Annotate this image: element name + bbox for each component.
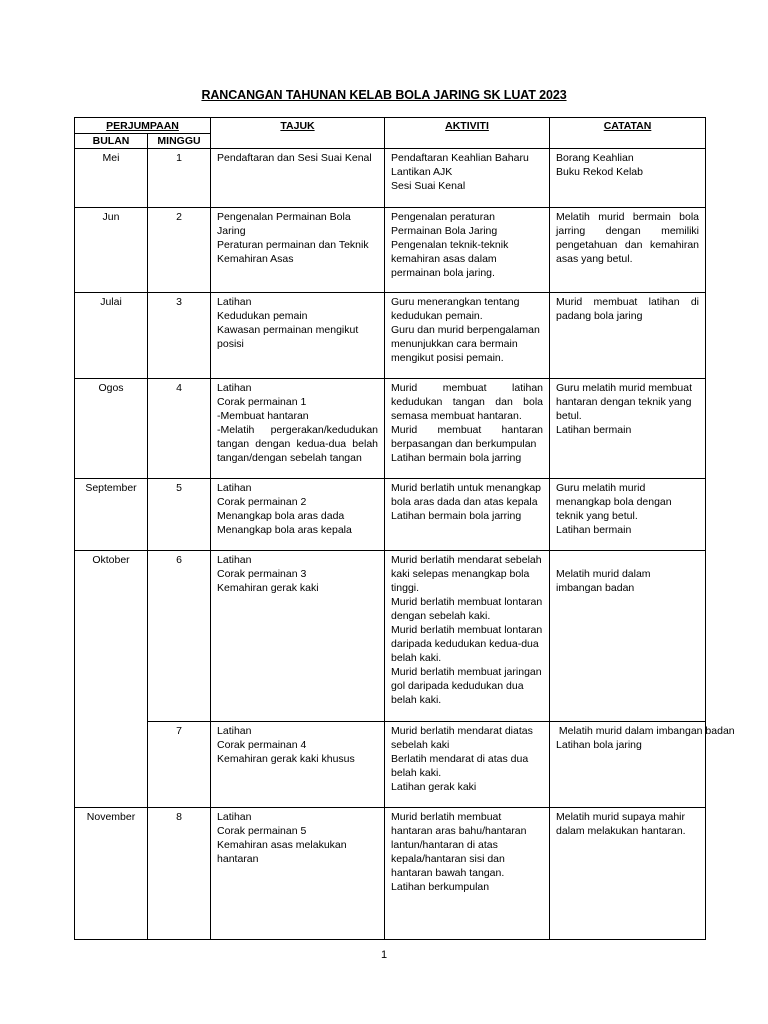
catatan-cell (550, 479, 706, 551)
catatan-cell (550, 379, 706, 479)
aktiviti-line: Murid membuat latihan kedudukan tangan dan bola semasa membuat hantaran. (391, 382, 544, 422)
catatan-line: Latihan bermain (556, 524, 632, 536)
tajuk-line: -Melatih pergerakan/kedudukan tangan dengan kedua-dua belah tangan/dengan sebelah tangan (217, 424, 379, 464)
aktiviti-line: Murid berlatih membuat lontaran daripada kedudukan kedua-dua belah kaki. (391, 624, 543, 664)
tajuk-line: Peraturan permainan dan Teknik Kemahiran Asas (217, 239, 369, 265)
bulan-cell: Julai (75, 293, 148, 379)
aktiviti-line: Guru dan murid berpengalaman menunjukkan cara bermain mengikut posisi pemain. (391, 324, 540, 364)
aktiviti-line: Latihan berkumpulan (391, 881, 490, 893)
tajuk-line: Latihan (217, 482, 252, 494)
aktiviti-line: Murid berlatih membuat hantaran aras bahu/hantaran lantun/hantaran di atas kepala/hantaran sisi dan hantaran bawah tangan. (391, 811, 527, 879)
catatan-line: Melatih murid dalam imbangan badan (556, 568, 651, 594)
catatan-line: Latihan bermain (556, 424, 632, 436)
table-row (75, 379, 706, 479)
table-row (75, 208, 706, 293)
minggu-cell: 2 (148, 208, 211, 293)
tajuk-line: Corak permainan 5 (217, 825, 307, 837)
page-number: 1 (380, 949, 388, 961)
tajuk-line: Latihan (217, 811, 252, 823)
tajuk-line: Pendaftaran dan Sesi Suai Kenal (217, 152, 372, 164)
aktiviti-line: Latihan gerak kaki (391, 781, 477, 793)
tajuk-line: Kemahiran gerak kaki (217, 582, 319, 594)
catatan-cell (550, 293, 706, 379)
aktiviti-line: Pendaftaran Keahlian Baharu (391, 152, 529, 164)
minggu-cell: 1 (148, 149, 211, 208)
tajuk-cell (211, 293, 385, 379)
aktiviti-line: Murid berlatih membuat lontaran dengan sebelah kaki. (391, 596, 543, 622)
header-aktiviti: AKTIVITI (385, 118, 550, 149)
catatan-line: Melatih murid supaya mahir dalam melakukan hantaran. (556, 811, 686, 837)
tajuk-cell (211, 208, 385, 293)
tajuk-line: Corak permainan 2 (217, 496, 307, 508)
aktiviti-line: Guru menerangkan tentang kedudukan pemain. (391, 296, 520, 322)
tajuk-cell (211, 379, 385, 479)
bulan-cell: Mei (75, 149, 148, 208)
tajuk-line: Kemahiran asas melakukan hantaran (217, 839, 347, 865)
table-row (75, 551, 706, 722)
header-minggu: MINGGU (148, 134, 211, 149)
table-row (75, 293, 706, 379)
tajuk-line: Latihan (217, 725, 252, 737)
header-perjumpaan: PERJUMPAAN (75, 118, 211, 134)
tajuk-cell (211, 479, 385, 551)
aktiviti-cell (385, 551, 550, 722)
catatan-cell (550, 808, 706, 940)
document-title: RANCANGAN TAHUNAN KELAB BOLA JARING SK LUAT 2023 (201, 88, 567, 102)
tajuk-line: Latihan (217, 554, 252, 566)
minggu-cell: 4 (148, 379, 211, 479)
aktiviti-line: Murid membuat hantaran berpasangan dan berkumpulan (391, 424, 544, 450)
aktiviti-line: Pengenalan peraturan Permainan Bola Jaring (391, 211, 498, 237)
aktiviti-line: Murid berlatih membuat jaringan gol daripada kedudukan dua belah kaki. (391, 666, 542, 706)
tajuk-line: Pengenalan Permainan Bola Jaring (217, 211, 351, 237)
bulan-cell: Jun (75, 208, 148, 293)
aktiviti-line: Murid berlatih mendarat diatas sebelah kaki (391, 725, 533, 751)
tajuk-cell (211, 808, 385, 940)
catatan-line: Melatih murid dalam imbangan badan (556, 725, 735, 737)
catatan-line: Buku Rekod Kelab (556, 166, 643, 178)
header-bulan: BULAN (75, 134, 148, 149)
tajuk-line: Kemahiran gerak kaki khusus (217, 753, 355, 765)
bulan-cell: Ogos (75, 379, 148, 479)
tajuk-cell (211, 722, 385, 808)
bulan-cell: Oktober (75, 551, 148, 808)
tajuk-line: Menangkap bola aras dada (217, 510, 345, 522)
catatan-cell (550, 208, 706, 293)
aktiviti-line: Murid berlatih untuk menangkap bola aras dada dan atas kepala (391, 482, 542, 508)
catatan-cell (550, 722, 735, 808)
tajuk-line: Latihan (217, 296, 252, 308)
table-row (75, 808, 706, 940)
catatan-line: Guru melatih murid menangkap bola dengan teknik yang betul. (556, 482, 672, 522)
aktiviti-cell (385, 479, 550, 551)
tajuk-line: Menangkap bola aras kepala (217, 524, 352, 536)
table-row (75, 479, 706, 551)
catatan-line: Murid membuat latihan di padang bola jaring (556, 296, 700, 322)
catatan-line: Melatih murid bermain bola jarring dengan memiliki pengetahuan dan kemahiran asas yang betul. (556, 211, 700, 265)
bulan-cell: November (75, 808, 148, 940)
aktiviti-cell (385, 293, 550, 379)
tajuk-line: Latihan (217, 382, 252, 394)
annual-plan-table (74, 117, 735, 940)
aktiviti-line: Sesi Suai Kenal (391, 180, 466, 192)
tajuk-cell (211, 149, 385, 208)
aktiviti-line: Berlatih mendarat di atas dua belah kaki. (391, 753, 529, 779)
catatan-cell (550, 149, 706, 208)
minggu-cell: 3 (148, 293, 211, 379)
minggu-cell: 5 (148, 479, 211, 551)
catatan-line: Latihan bola jaring (556, 739, 642, 751)
aktiviti-cell (385, 149, 550, 208)
aktiviti-line: Latihan bermain bola jarring (391, 510, 522, 522)
header-tajuk: TAJUK (211, 118, 385, 149)
aktiviti-line: Pengenalan teknik-teknik kemahiran asas dalam permainan bola jaring. (391, 239, 509, 279)
aktiviti-cell (385, 722, 550, 808)
aktiviti-line: Latihan bermain bola jarring (391, 452, 522, 464)
header-catatan: CATATAN (550, 118, 706, 149)
tajuk-line: -Membuat hantaran (217, 410, 309, 422)
table-row (75, 722, 706, 808)
bulan-cell: September (75, 479, 148, 551)
aktiviti-cell (385, 808, 550, 940)
aktiviti-cell (385, 208, 550, 293)
aktiviti-line: Murid berlatih mendarat sebelah kaki selepas menangkap bola tinggi. (391, 554, 542, 594)
tajuk-line: Corak permainan 1 (217, 396, 307, 408)
tajuk-cell (211, 551, 385, 722)
catatan-line: Guru melatih murid membuat hantaran dengan teknik yang betul. (556, 382, 692, 422)
minggu-cell: 8 (148, 808, 211, 940)
minggu-cell: 6 (148, 551, 211, 722)
catatan-line: Borang Keahlian (556, 152, 634, 164)
tajuk-line: Corak permainan 3 (217, 568, 307, 580)
aktiviti-cell (385, 379, 550, 479)
tajuk-line: Kedudukan pemain (217, 310, 308, 322)
tajuk-line: Kawasan permainan mengikut posisi (217, 324, 359, 350)
tajuk-line: Corak permainan 4 (217, 739, 307, 751)
minggu-cell: 7 (148, 722, 211, 808)
catatan-cell (550, 551, 706, 722)
table-row (75, 149, 706, 208)
aktiviti-line: Lantikan AJK (391, 166, 453, 178)
